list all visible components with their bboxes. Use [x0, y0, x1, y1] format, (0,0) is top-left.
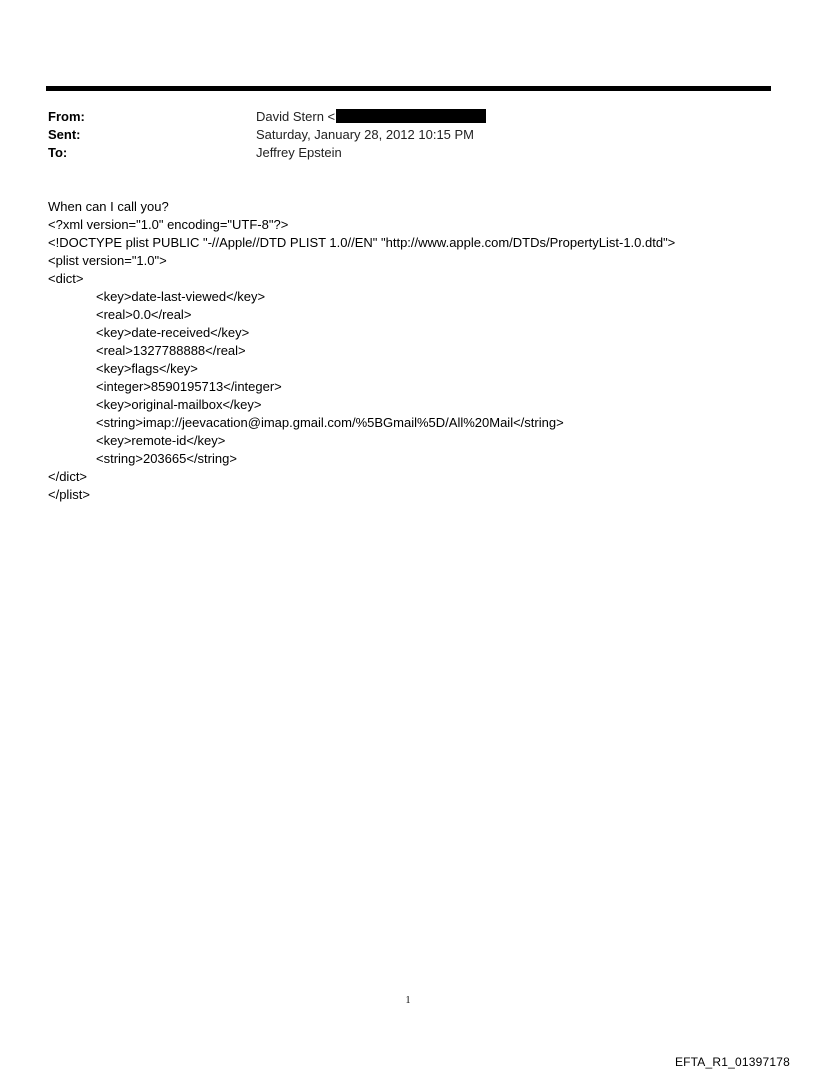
- body-line: <!DOCTYPE plist PUBLIC "-//Apple//DTD PLIST 1.0//EN" "http://www.apple.com/DTDs/PropertyList-1.0.dtd">: [48, 235, 676, 250]
- email-header: [48, 108, 748, 162]
- body-line: <string>203665</string>: [96, 451, 237, 466]
- email-body: [48, 198, 778, 504]
- body-line: When can I call you?: [48, 199, 169, 214]
- page-number: 1: [405, 995, 411, 1006]
- body-line: </dict>: [48, 469, 88, 484]
- body-line: <key>remote-id</key>: [96, 433, 226, 448]
- body-line: <string>imap://jeevacation@imap.gmail.com/%5BGmail%5D/All%20Mail</string>: [96, 415, 564, 430]
- body-line: <key>date-last-viewed</key>: [96, 289, 266, 304]
- from-row: [48, 108, 748, 126]
- sent-value: Saturday, January 28, 2012 10:15 PM: [256, 127, 475, 142]
- sent-row: [48, 126, 748, 144]
- to-label: To:: [48, 145, 68, 160]
- header-divider: [46, 86, 771, 91]
- to-row: [48, 144, 748, 162]
- body-line: <?xml version="1.0" encoding="UTF-8"?>: [48, 217, 289, 232]
- from-value: [256, 108, 486, 126]
- from-label: From:: [48, 109, 85, 124]
- bates-number: EFTA_R1_01397178: [674, 1055, 790, 1069]
- body-line: <key>original-mailbox</key>: [96, 397, 262, 412]
- body-line: <integer>8590195713</integer>: [96, 379, 282, 394]
- body-line: <key>date-received</key>: [96, 325, 250, 340]
- to-value: Jeffrey Epstein: [256, 145, 342, 160]
- from-name: David Stern <: [256, 109, 336, 124]
- body-line: <real>0.0</real>: [96, 307, 192, 322]
- body-line: <key>flags</key>: [96, 361, 198, 376]
- body-line: </plist>: [48, 487, 90, 502]
- redaction-box: [336, 109, 486, 123]
- body-line: <real>1327788888</real>: [96, 343, 246, 358]
- body-line: <dict>: [48, 271, 84, 286]
- body-line: <plist version="1.0">: [48, 253, 167, 268]
- sent-label: Sent:: [48, 127, 81, 142]
